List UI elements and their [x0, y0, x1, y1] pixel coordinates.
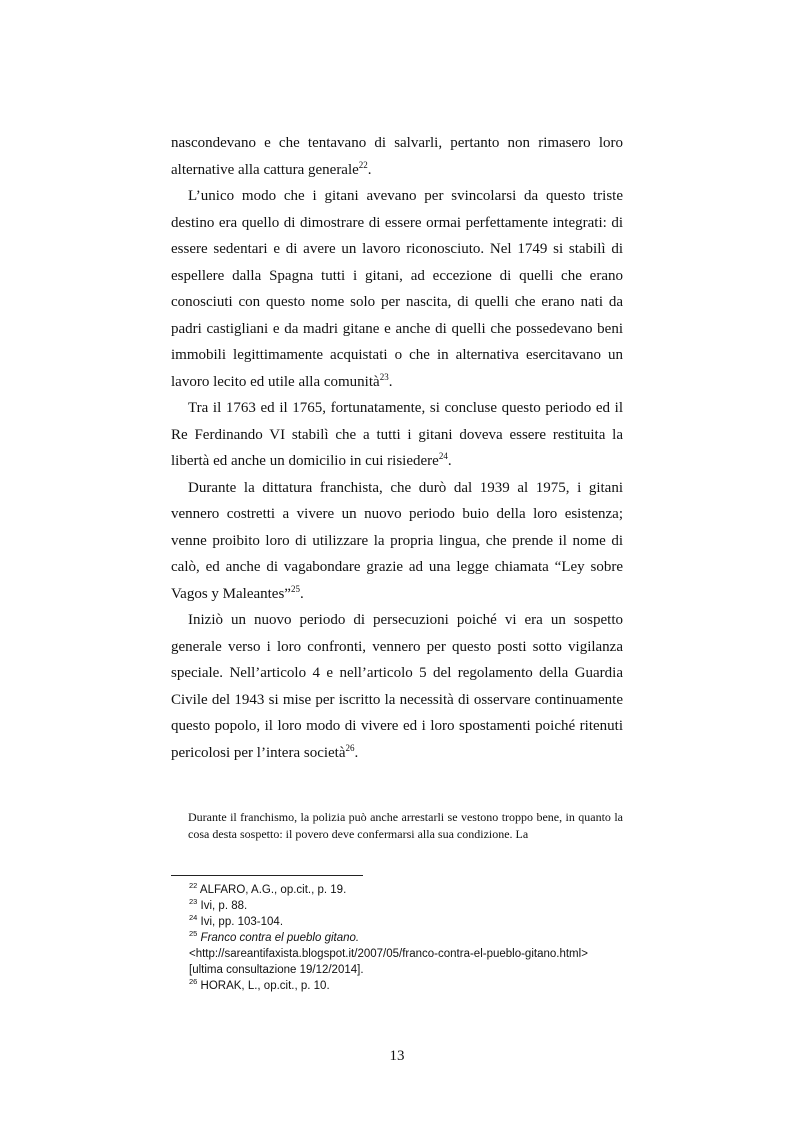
paragraph	[171, 183, 623, 395]
footnote-number: 26	[189, 977, 198, 987]
footnote	[189, 882, 609, 898]
body-text	[171, 130, 623, 766]
text-run: .	[299, 585, 304, 602]
footnote-text: Ivi, pp. 103-104.	[197, 916, 284, 928]
paragraph	[171, 395, 623, 475]
block-quote: Durante il franchismo, la polizia può anche arrestarli se vestono troppo bene, in quanto la cosa desta sospetto: il povero deve confermarsi alla sua condizione. La	[188, 810, 623, 841]
footnote-ref: 26	[345, 742, 355, 753]
footnote-ref: 22	[358, 159, 368, 170]
footnote-ref: 25	[290, 583, 300, 594]
text-run: .	[367, 161, 372, 178]
page-number: 13	[389, 1048, 405, 1064]
text-run: .	[447, 453, 452, 469]
footnote	[189, 898, 609, 914]
footnote	[189, 978, 609, 994]
footnote-ref: 24	[438, 451, 448, 461]
text-run: .	[354, 744, 359, 761]
text-run: nascondevano e che tentavano di salvarli, pertanto non rimasero loro alternative alla cattura generale	[171, 135, 623, 178]
paragraph	[171, 130, 623, 183]
footnotes	[189, 882, 609, 994]
text-run: Tra il 1763 ed il 1765, fortunatamente, si concluse questo periodo ed il Re Ferdinando VI stabilì che a tutti i gitani doveva essere restituita la libertà ed anche un domicilio in cui risiedere	[171, 400, 623, 469]
footnote-text: Franco contra el pueblo gitano.	[200, 932, 360, 944]
text-run: L’unico modo che i gitani avevano per svincolarsi da questo triste destino era quello di dimostrare di essere ormai perfettamente integrati: di essere sedentari e di avere un lavoro riconosciuto. Nel 1749 si stabilì di espellere dalla Spagna tutti i gitani, ad eccezione di quelli che erano conosciuti con questo nome solo per nascita, di quelli che erano nati da padri castigliani e da madri gitane e anche di quelli che possedevano beni immobili legittimamente acquistati o che in alternativa esercitavano un lavoro lecito ed utile alla comunità	[171, 188, 623, 390]
footnote-text: ALFARO, A.G., op.cit., p. 19.	[197, 884, 347, 896]
text-run: Durante la dittatura franchista, che durò dal 1939 al 1975, i gitani vennero costretti a vivere un nuovo periodo buio della loro esistenza; venne proibito loro di utilizzare la propria lingua, che prende il nome di calò, ed anche di vagabondare grazie ad una legge chiamata “Ley sobre Vagos y Maleantes”	[171, 479, 623, 602]
footnote-number: 24	[189, 913, 198, 923]
footnote	[189, 914, 609, 930]
text-run: Iniziò un nuovo periodo di persecuzioni poiché vi era un sospetto generale verso i loro confronti, vennero per questo posti sotto vigilanza speciale. Nell’articolo 4 e nell’articolo 5 del regolamento della Guardia Civile del 1943 si mise per iscritto la necessità di osservare continuamente questo popolo, il loro modo di vivere ed i loro spostamenti poiché ritenuti pericolosi per l’intera società	[171, 612, 623, 761]
text-run: .	[388, 373, 393, 390]
footnote-number: 25	[189, 929, 198, 939]
paragraph	[171, 607, 623, 766]
footnote-text: Ivi, p. 88.	[197, 900, 248, 912]
footnote-ref: 23	[379, 371, 389, 382]
footnote-text: <http://sareantifaxista.blogspot.it/2007/05/franco-contra-el-pueblo-gitano.html>[ultima consultazione 19/12/2014].	[189, 948, 588, 976]
footnote	[189, 930, 609, 978]
footnote-number: 22	[189, 881, 198, 891]
footnote-text: HORAK, L., op.cit., p. 10.	[197, 980, 330, 992]
footnote-separator	[171, 875, 363, 876]
footnote-number: 23	[189, 897, 198, 907]
paragraph	[171, 475, 623, 608]
